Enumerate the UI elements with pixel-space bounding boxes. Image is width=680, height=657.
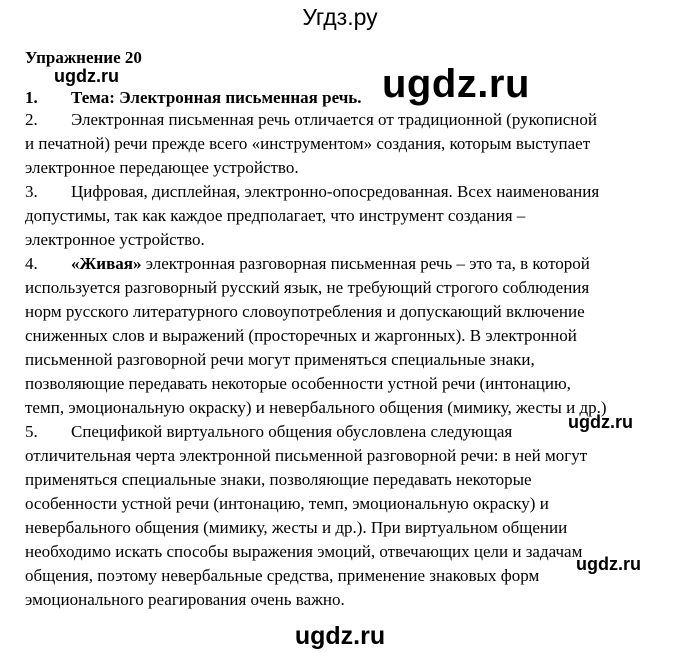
item-5-line-6: необходимо искать способы выражения эмоций, отвечающих цели и задачам [25,542,583,561]
item-5-line-7: общения, поэтому невербальные средства, применение знаковых форм [25,566,540,585]
item-number: 4. [25,254,38,273]
item-4-line-4: сниженных слов и выражений (просторечных и жаргонных). В электронной [25,326,577,345]
item-number: 2. [25,110,38,129]
item-5-line-8: эмоционального реагирования очень важно. [25,590,345,609]
watermark: ugdz.ru [576,554,641,574]
watermark-bottom: ugdz.ru [294,622,386,650]
item-3-line-2: допустимы, так как каждое предполагает, что инструмент создания – [25,206,526,225]
watermark: ugdz.ru [568,412,633,432]
item-2-line-1 [25,110,597,130]
item-2-line-3: электронное передающее устройство. [25,158,299,177]
item-4-line-5: письменной разговорной речи могут применяться специальные знаки, [25,350,535,369]
item-number: 3. [25,182,38,201]
item-5-line-1 [25,422,512,442]
item-3-line-1 [25,182,599,202]
item-5-line-4: особенности устной речи (интонацию, темп, эмоциональную окраску) и [25,494,549,513]
item-5-line-3: применяться специальные знаки, позволяющие передавать некоторые [25,470,532,489]
item-4-line-2: используется разговорный русский язык, не требующий строгого соблюдения [25,278,590,297]
item-4-line-6: позволяющие передавать некоторые особенности устной речи (интонацию, [25,374,571,393]
exercise-title: Упражнение 20 [25,48,142,67]
item-number: 5. [25,422,38,441]
item-3-line-3: электронное устройство. [25,230,205,249]
item-5-line-5: невербального общения (мимику, жесты и др.). При виртуальном общении [25,518,568,537]
site-title: Угдз.ру [302,4,378,30]
item-text: Спецификой виртуального общения обусловлена следующая [71,422,513,441]
item-4-line-1 [25,254,590,274]
item-5-line-2: отличительная черта электронной письменной разговорной речи: в ней могут [25,446,588,465]
watermark-large: ugdz.ru [382,62,530,106]
item-text: электронная разговорная письменная речь – это та, в которой [141,254,590,273]
watermark: ugdz.ru [54,66,119,86]
item-1 [25,88,362,108]
item-number: 1. [25,88,38,107]
item-text: Электронная письменная речь отличается от традиционной (рукописной [71,110,597,129]
item-bold-term: «Живая» [71,254,142,273]
item-text: Тема: Электронная письменная речь. [71,88,362,107]
item-4-line-3: норм русского литературного словоупотребления и допускающий включение [25,302,585,321]
item-4-line-7: темп, эмоциональную окраску) и невербального общения (мимику, жесты и др.) [25,398,607,417]
item-2-line-2: и печатной) речи прежде всего «инструментом» создания, которым выступает [25,134,591,153]
item-text: Цифровая, дисплейная, электронно-опосредованная. Всех наименования [71,182,600,201]
